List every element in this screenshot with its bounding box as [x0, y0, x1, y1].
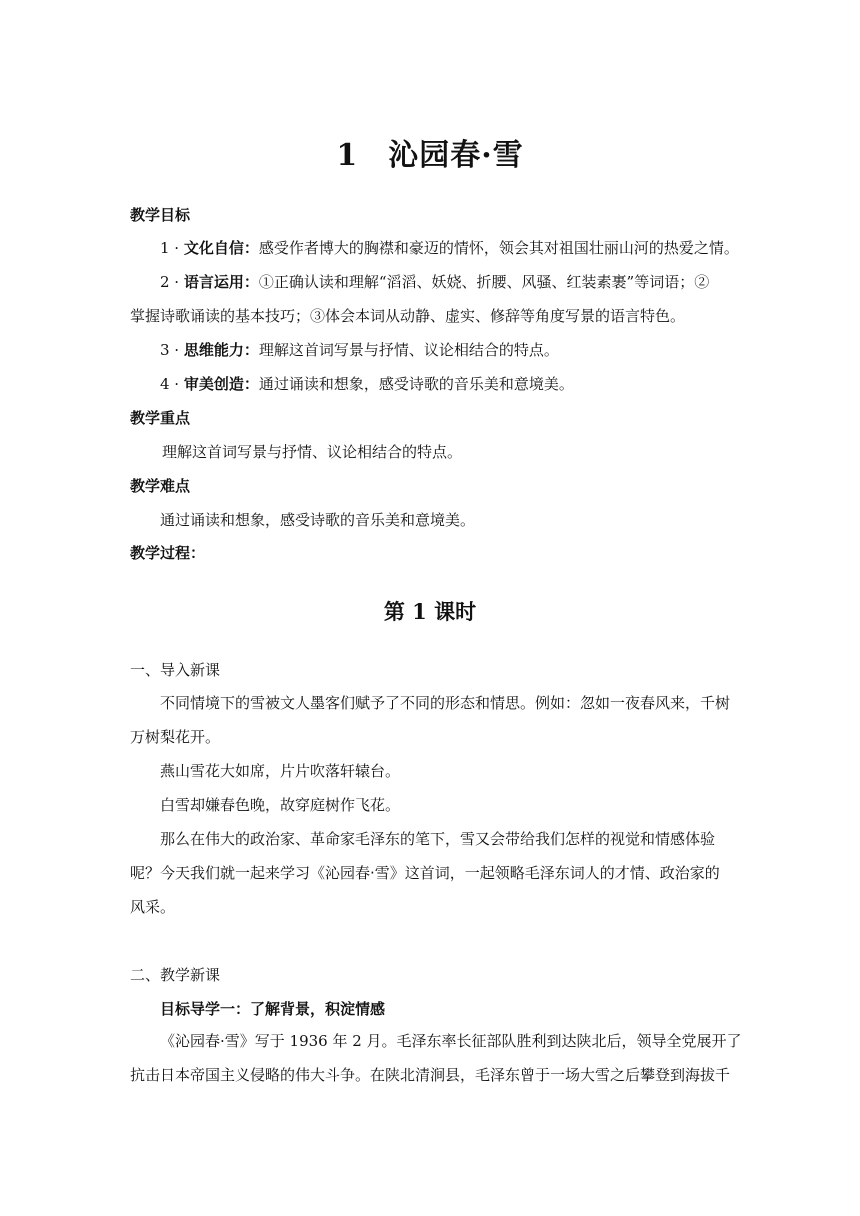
lesson-title: 第 1 课时: [383, 599, 477, 624]
section2-paragraph-1-line-2: 抗击日本帝国主义侵略的伟大斗争。在陕北清涧县，毛泽东曾于一场大雪之后攀登到海拔千: [130, 1066, 731, 1084]
section1-paragraph-2: 燕山雪花大如席，片片吹落轩辕台。: [160, 762, 401, 780]
difficulty-text: 通过诵读和想象，感受诗歌的音乐美和意境美。: [160, 511, 476, 529]
objective-item-3: [160, 340, 559, 360]
title-number: 1: [336, 138, 359, 173]
section1-paragraph-1-line-2: 万树梨花开。: [130, 728, 221, 746]
objective-item-2-continued: 掌握诗歌诵读的基本技巧；③体会本词从动静、虚实、修辞等角度写景的语言特色。: [130, 307, 686, 325]
objective-label: 语言运用：: [183, 273, 259, 291]
objective-number: 3 ·: [160, 341, 184, 359]
objective-label: 审美创造：: [183, 375, 259, 393]
objective-number: 1 ·: [160, 239, 184, 257]
objective-label: 思维能力：: [183, 341, 259, 359]
objective-item-2: [160, 272, 709, 292]
section2-heading: 二、教学新课: [130, 966, 221, 984]
section2-paragraph-1-line-1: 《沁园春·雪》写于 1936 年 2 月。毛泽东率长征部队胜利到达陕北后，领导全党展开了: [160, 1032, 742, 1050]
difficulty-heading: 教学难点: [130, 477, 191, 495]
process-heading: 教学过程：: [130, 544, 206, 562]
page-title: [0, 130, 860, 174]
objective-text: 通过诵读和想象，感受诗歌的音乐美和意境美。: [258, 375, 574, 393]
key-point-heading: 教学重点: [130, 409, 191, 427]
objective-text: ①正确认读和理解“滔滔、妖娆、折腰、风骚、红装素裹”等词语；②: [258, 273, 710, 291]
objective-label: 文化自信：: [183, 239, 259, 257]
objective-number: 2 ·: [160, 273, 184, 291]
section1-heading: 一、导入新课: [130, 661, 221, 679]
objective-text: 理解这首词写景与抒情、议论相结合的特点。: [258, 341, 559, 359]
objective-number: 4 ·: [160, 375, 184, 393]
section1-paragraph-1-line-1: 不同情境下的雪被文人墨客们赋予了不同的形态和情思。例如：忽如一夜春风来，千树: [160, 694, 731, 712]
section1-paragraph-4-line-1: 那么在伟大的政治家、革命家毛泽东的笔下，雪又会带给我们怎样的视觉和情感体验: [160, 830, 716, 848]
title-text: 沁园春·雪: [388, 138, 524, 173]
key-point-text: 理解这首词写景与抒情、议论相结合的特点。: [162, 443, 463, 461]
objective-item-1: [160, 238, 739, 258]
section1-paragraph-4-line-3: 风采。: [130, 898, 176, 916]
section2-subheading: 目标导学一：了解背景，积淀情感: [160, 1000, 386, 1018]
objective-text: 感受作者博大的胸襟和豪迈的情怀，领会其对祖国壮丽山河的热爱之情。: [258, 239, 739, 257]
section1-paragraph-3: 白雪却嫌春色晚，故穿庭树作飞花。: [160, 796, 401, 814]
section1-paragraph-4-line-2: 呢？今天我们就一起来学习《沁园春·雪》这首词，一起领略毛泽东词人的才情、政治家的: [130, 864, 720, 882]
objective-item-4: [160, 374, 574, 394]
objectives-heading: 教学目标: [130, 206, 191, 224]
